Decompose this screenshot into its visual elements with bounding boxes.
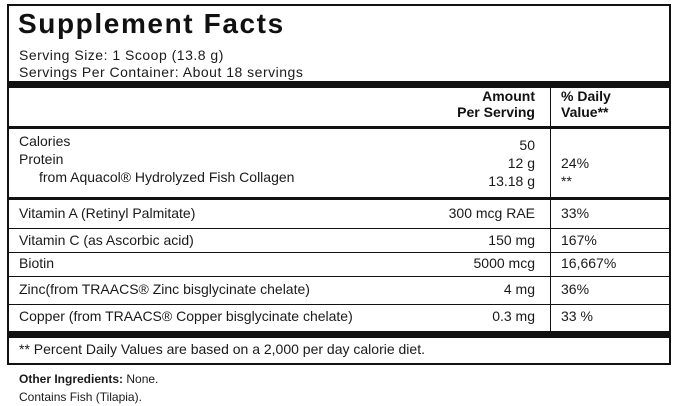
amount-header [457, 88, 535, 120]
divider-thick-top [9, 81, 669, 88]
row-amount: 13.18 g [488, 173, 535, 189]
row-amount: 300 mcg RAE [448, 205, 535, 221]
allergen-statement: Contains Fish (Tilapia). [19, 390, 142, 404]
row-label: Zinc(from TRAACS® Zinc bisglycinate chelate) [19, 281, 310, 297]
row-amount: 0.3 mg [492, 308, 535, 324]
amount-header-line1: Amount [482, 88, 535, 104]
row-daily-value: 16,667% [561, 255, 617, 271]
divider-thick-bottom [9, 331, 669, 338]
divider-row [9, 276, 669, 277]
row-daily-value: 167% [561, 232, 597, 248]
divider-header [9, 126, 669, 129]
row-daily-value: 24% [561, 155, 590, 171]
row-label: Biotin [19, 255, 55, 271]
row-amount: 12 g [507, 155, 535, 171]
row-label: Protein [19, 151, 64, 167]
row-label: from Aquacol® Hydrolyzed Fish Collagen [39, 169, 295, 185]
row-daily-value: 33% [561, 205, 590, 221]
divider-row [9, 252, 669, 253]
row-label: Vitamin C (as Ascorbic acid) [19, 232, 194, 248]
amount-header-line2: Per Serving [457, 104, 535, 120]
other-ingredients-value: None. [123, 372, 159, 386]
row-daily-value: 36% [561, 281, 590, 297]
divider-row [9, 228, 669, 229]
other-ingredients-label: Other Ingredients: [19, 372, 124, 386]
servings-per-container: Servings Per Container: About 18 servings [19, 64, 304, 80]
row-amount: 150 mg [488, 232, 535, 248]
row-amount: 50 [519, 137, 535, 153]
divider-block [9, 197, 669, 200]
supplement-facts-panel [7, 4, 671, 365]
daily-value-footnote: ** Percent Daily Values are based on a 2,000 per day calorie diet. [19, 341, 425, 357]
row-amount: 5000 mcg [473, 255, 535, 271]
row-daily-value: 33 % [561, 308, 593, 324]
daily-value-header [561, 88, 611, 120]
row-daily-value: ** [561, 173, 572, 189]
row-label: Vitamin A (Retinyl Palmitate) [19, 205, 196, 221]
panel-title: Supplement Facts [18, 8, 285, 39]
daily-value-header-line1: % Daily [561, 88, 611, 104]
row-label: Copper (from TRAACS® Copper bisglycinate chelate) [19, 308, 353, 324]
divider-row [9, 304, 669, 305]
row-amount: 4 mg [503, 281, 535, 297]
column-divider [550, 82, 551, 336]
daily-value-header-line2: Value** [561, 104, 609, 120]
serving-size: Serving Size: 1 Scoop (13.8 g) [19, 47, 224, 63]
row-label: Calories [19, 133, 71, 149]
other-ingredients [19, 372, 158, 386]
